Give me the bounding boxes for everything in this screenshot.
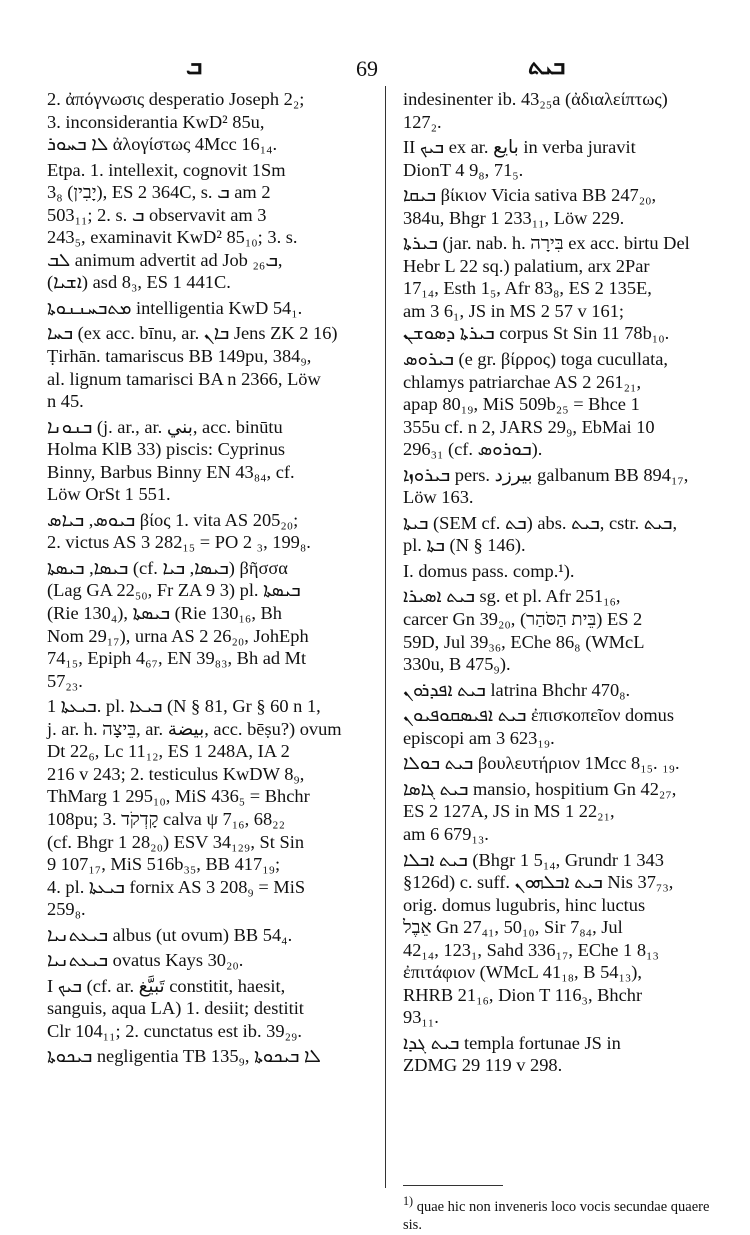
entry-line: ܒܝܥܬܢܝܐ ovatus Kays 30₂₀.	[47, 950, 244, 971]
entry-line: 296₃₁ (cf. ܒܘܪܘܣ).	[403, 439, 543, 460]
entry-line: ܒܝܬܐ (SEM cf. ܒܬ) abs. ܒܝܬ, cstr. ܒܝܬ,	[403, 512, 678, 533]
entry-line: Holma KlB 33) piscis: Cyprinus	[47, 439, 286, 460]
entry-line: Löw 163.	[403, 487, 474, 508]
entry-line: 108pu; 3. קָדְקֹד calva ψ 7₁₆, 68₂₂	[47, 808, 285, 829]
entry-line: Dt 22₆, Lc 11₁₂, ES 1 248A, IA 2	[47, 741, 290, 762]
entry-line: 42₁₄, 123₁, Sahd 336₁₇, EChe 1 8₁₃	[403, 939, 659, 960]
entry-line: ܒܝܪܘܣ (e gr. βίρρος) toga cucullata,	[403, 349, 668, 370]
entry-line: ܒܝܪܬܐ ܕܣܘܫܢ corpus St Sin 11 78b₁₀.	[403, 323, 670, 344]
column-divider	[385, 86, 386, 1188]
entry-line: Löw OrSt 1 551.	[47, 484, 171, 505]
entry-line: apap 80₁₉, MiS 509b₂₅ = Bhce 1	[403, 394, 640, 415]
dictionary-entry	[47, 322, 372, 412]
entry-line: 259₈.	[47, 899, 86, 920]
entry-line: carcer Gn 39₂₀, (בֵּית הַסֹּהַר) ES 2	[403, 609, 643, 630]
dictionary-entry	[403, 585, 711, 675]
entry-line: ܒܝܬ ܐܦܝܣܩܘܦܝܘܢ ἐπισκοπεῖον domus	[403, 705, 675, 726]
entry-line: 57₂₃.	[47, 670, 83, 691]
entry-line: ἐπιτάφιον (WMcL 41₁₈, B 54₁₃),	[403, 962, 643, 983]
entry-line: ܒܝܬ ܐܣܝܪܐ sg. et pl. Afr 251₁₆,	[403, 586, 621, 607]
entry-line: 93₁₁.	[403, 1007, 439, 1028]
entry-line: Nom 29₁₇), urna AS 2 26₂₀, JohEph	[47, 625, 309, 646]
dictionary-entry	[403, 88, 711, 133]
entry-line: 2. ἀπόγνωσις desperatio Joseph 2₂;	[47, 89, 305, 109]
entry-line: ܒܢܘܢܐ (j. ar., ar. بني, acc. binūtu	[47, 416, 283, 437]
entry-line: Etpa. 1. intellexit, cognovit 1Sm	[47, 159, 286, 180]
header-right-word: ܒܝܬ	[528, 52, 566, 80]
entry-line: 17₁₄, Esth 1₅, Afr 83₈, ES 2 135E,	[403, 278, 652, 299]
entry-line: ܒܝܟܘܬܐ negligentia TB 135₉, ܠܐ ܒܝܟܘܬܐ	[47, 1046, 321, 1067]
dictionary-entry	[47, 509, 372, 554]
entry-line: Binny, Barbus Binny EN 43₈₄, cf.	[47, 461, 295, 482]
entry-line: ܒܝܬ ܓܐܣܐ mansio, hospitium Gn 42₂₇,	[403, 778, 677, 799]
entry-line: (Rie 130₄), ܒܝܣܬܐ (Rie 130₁₆, Bh	[47, 603, 282, 624]
entry-line: 330u, B 475₉).	[403, 654, 511, 675]
entry-line: Hebr L 22 sq.) palatium, arx 2Par	[403, 255, 650, 276]
entry-line: ܒܝܬ ܐܦܕܪܘܢ latrina Bhchr 470₈.	[403, 679, 631, 700]
dictionary-entry	[47, 924, 372, 947]
entry-line: ES 2 127A, JS in MS 1 22₂₁,	[403, 801, 615, 822]
dictionary-entry	[403, 560, 711, 583]
entry-line: ܒܝܪܘܙܐ pers. بيرزد galbanum BB 894₁₇,	[403, 464, 689, 485]
entry-line: (ܐܫܝܐ) asd 8₃, ES 1 441C.	[47, 272, 231, 293]
entry-line: ܒܝܩܐ βίκιον Vicia sativa BB 247₂₀,	[403, 185, 657, 206]
entry-line: 59D, Jul 39₃₆, EChe 86₈ (WMcL	[403, 631, 645, 652]
entry-line: indesinenter ib. 43₂₅a (ἀδιαλείπτως)	[403, 89, 668, 109]
entry-line: al. lignum tamarisci BA n 2366, Löw	[47, 368, 321, 389]
entry-line: §126d) c. suff. ܒܝܬ ܐܒܠܗܘܢ Nis 37₇₃,	[403, 872, 674, 893]
page-number: 69	[356, 56, 378, 81]
dictionary-entry	[403, 232, 711, 345]
entry-line: n 45.	[47, 391, 84, 412]
entry-line: 127₂.	[403, 111, 442, 132]
entry-line: 3. inconsiderantia KwD² 85u,	[47, 111, 265, 132]
entry-line: (Lag GA 22₅₀, Fr ZA 9 3) pl. ܒܝܣܬܐ	[47, 580, 301, 601]
entry-line: 216 v 243; 2. testiculus KwDW 8₉,	[47, 763, 305, 784]
dictionary-entry	[403, 752, 711, 775]
entry-line: RHRB 21₁₆, Dion T 116₃, Bhchr	[403, 984, 643, 1005]
dictionary-entry	[403, 679, 711, 702]
dictionary-entry	[47, 557, 372, 692]
dictionary-entry	[403, 464, 711, 509]
page-header	[0, 52, 750, 82]
entry-line: j. ar. h. בֵּיצָה, ar. بيضة, acc. bēṣu?) ovum	[47, 718, 342, 739]
dictionary-entry	[47, 1045, 372, 1068]
entry-line: chlamys patriarchae AS 2 261₂₁,	[403, 371, 642, 392]
left-column	[47, 88, 372, 1071]
dictionary-entry	[47, 949, 372, 972]
entry-line: ܒܝܪܬܐ (jar. nab. h. בִּירָה ex acc. birtu Del	[403, 233, 690, 254]
entry-line: ܒܝܥܬܐ 1. pl. ܒܝܥܐ (N § 81, Gr § 60 n 1,	[47, 696, 321, 717]
entry-line: 355u cf. n 2, JARS 29₉, EbMai 10	[403, 416, 655, 437]
entry-line: Ṭirhān. tamariscus BB 149pu, 384₉,	[47, 346, 312, 367]
entry-line: orig. domus lugubris, hinc luctus	[403, 894, 646, 915]
entry-line: am 3 6₁, JS in MS 2 57 v 161;	[403, 300, 624, 321]
entry-line: ThMarg 1 295₁₀, MiS 436₅ = Bhchr	[47, 786, 310, 807]
dictionary-entry	[47, 88, 372, 156]
entry-line: I. domus pass. comp.¹).	[403, 560, 575, 581]
entry-line: ܒܝܣܐ, ܒܝܣܬܐ (cf. ܒܝܣܐ, ܒܝܐ) βῆσσα	[47, 557, 288, 578]
entry-line: ܠܒ animum advertit ad Job ܒ₂₆,	[47, 249, 283, 270]
dictionary-entry	[403, 704, 711, 749]
dictionary-entry	[47, 416, 372, 506]
dictionary-entry	[47, 975, 372, 1043]
entry-line: (cf. Bhgr 1 28₂₀) ESV 34₁₂₉, St Sin	[47, 831, 305, 852]
entry-line: 384u, Bhgr 1 233₁₁, Löw 229.	[403, 207, 625, 228]
entry-line: ܒܝܥܬܢܝܐ albus (ut ovum) BB 54₄.	[47, 924, 293, 945]
entry-line: episcopi am 3 623₁₉.	[403, 727, 555, 748]
dictionary-entry	[403, 348, 711, 461]
entry-line: 9 107₁₇, MiS 516b₃₅, BB 417₁₉;	[47, 854, 281, 875]
entry-line: ܡܬܒܚܢܢܘܬܐ intelligentia KwD 54₁.	[47, 297, 303, 318]
dictionary-entry	[403, 184, 711, 229]
dictionary-entry	[403, 136, 711, 181]
entry-line: אֵבֶל Gn 27₄₁, 50₁₀, Sir 7₈₄, Jul	[403, 917, 623, 938]
entry-line: 2. victus AS 3 282₁₅ = PO 2 ₃, 199₈.	[47, 532, 311, 553]
entry-line: I ܒܝܟ (cf. ar. تَبيَّغ constitit, haesit,	[47, 975, 286, 996]
dictionary-entry	[403, 849, 711, 1029]
dictionary-entry	[47, 159, 372, 294]
footnote-marker: 1)	[403, 1194, 414, 1208]
entry-line: DionT 4 9₈, 71₅.	[403, 159, 524, 180]
entry-line: 74₁₅, Epiph 4₆₇, EN 39₈₃, Bh ad Mt	[47, 648, 307, 669]
footnote-rule	[403, 1185, 503, 1186]
dictionary-entry	[47, 297, 372, 320]
dictionary-entry	[47, 695, 372, 920]
header-left-letter: ܒ	[186, 52, 203, 80]
entry-line: sanguis, aqua LA) 1. desiit; destitit	[47, 998, 304, 1019]
entry-line: Clr 104₁₁; 2. cunctatus est ib. 39₂₉.	[47, 1020, 302, 1041]
entry-line: ܒܝܘܣ, ܒܝܐܣ βίος 1. vita AS 205₂₀;	[47, 509, 299, 530]
dictionary-entry	[403, 1032, 711, 1077]
entry-line: pl. ܒܬܐ (N § 146).	[403, 535, 526, 556]
entry-line: am 6 679₁₃.	[403, 823, 489, 844]
entry-line: ܠܐ ܒܚܘܪ ἀλογίστως 4Mcc 16₁₄.	[47, 134, 278, 155]
entry-line: 243₅, examinavit KwD² 85₁₀; 3. s.	[47, 227, 298, 248]
entry-line: II ܒܝܟ ex ar. بايع in verba juravit	[403, 137, 636, 158]
entry-line: ܒܝܬ ܓܕܐ templa fortunae JS in	[403, 1032, 621, 1053]
entry-line: ZDMG 29 119 v 298.	[403, 1055, 563, 1076]
right-column	[403, 88, 711, 1080]
entry-line: 4. pl. ܒܝܥܬܐ fornix AS 3 208₉ = MiS	[47, 876, 306, 897]
entry-line: ܒܚܐ (ex acc. bīnu, ar. ܒܐܢ Jens ZK 2 16)	[47, 323, 338, 344]
entry-line: ܒܝܬ ܐܒܠܐ (Bhgr 1 5₁₄, Grundr 1 343	[403, 849, 664, 870]
entry-line: 503₁₁; 2. s. ܒ observavit am 3	[47, 204, 267, 225]
footnote	[403, 1192, 713, 1234]
dictionary-entry	[403, 512, 711, 557]
dictionary-entry	[403, 778, 711, 846]
entry-line: 3₈ (יָבִין), ES 2 364C, s. ܒ am 2	[47, 182, 271, 203]
entry-line: ܒܝܬ ܒܘܠܐ βουλευτήριον 1Mcc 8₁₅. ₁₉.	[403, 753, 680, 774]
footnote-text: quae hic non inveneris loco vocis secundae quaere sis.	[403, 1198, 710, 1233]
